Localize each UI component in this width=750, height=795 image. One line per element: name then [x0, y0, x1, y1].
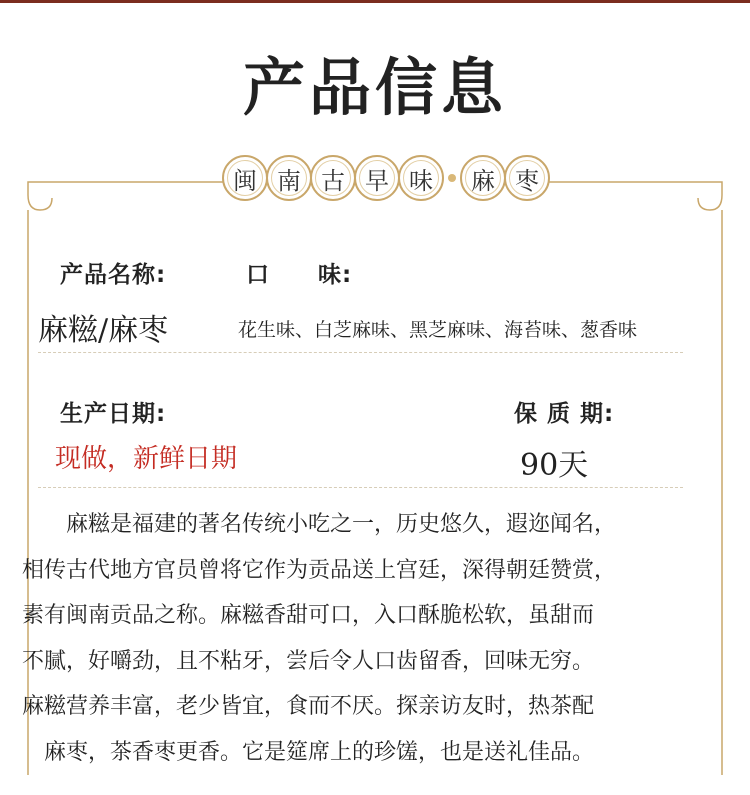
- flavor-value: 花生味、白芝麻味、黑芝麻味、海苔味、葱香味: [238, 319, 638, 341]
- shelf-life-label: 保 质 期:: [514, 401, 615, 427]
- page-title: 产品信息: [242, 51, 507, 124]
- product-description: [22, 502, 728, 775]
- product-name-label: 产品名称:: [60, 262, 167, 288]
- dotted-divider: [38, 352, 683, 353]
- description-line: 相传古代地方官员曾将它作为贡品送上宫廷，深得朝廷赞赏，: [22, 557, 617, 583]
- description-line: 麻枣，茶香枣更香。它是筵席上的珍馐，也是送礼佳品。: [22, 739, 595, 765]
- product-name-value: 麻糍/麻枣: [38, 313, 169, 348]
- dotted-divider: [38, 487, 683, 488]
- badge-char: 枣: [504, 155, 550, 201]
- description-line: 麻糍是福建的著名传统小吃之一，历史悠久，遐迩闻名，: [22, 512, 617, 537]
- badge-row: [0, 155, 750, 207]
- production-date-label: 生产日期:: [60, 401, 167, 427]
- description-line: 不腻，好嚼劲，且不粘牙，尝后令人口齿留香，回味无穷。: [22, 648, 595, 674]
- production-date-value: 现做，新鲜日期: [55, 444, 238, 474]
- description-line: 素有闽南贡品之称。麻糍香甜可口，入口酥脆松软，虽甜而: [22, 603, 595, 628]
- badge-char: 味: [398, 155, 444, 201]
- badge-char: 早: [354, 155, 400, 201]
- badge-char: 闽: [222, 155, 268, 201]
- flavor-label: 口 味:: [246, 262, 353, 288]
- top-strip: [0, 0, 750, 3]
- badge-char: 古: [310, 155, 356, 201]
- badge-char: 麻: [460, 155, 506, 201]
- badge-char: 南: [266, 155, 312, 201]
- shelf-life-value: 90天: [520, 448, 589, 483]
- description-line: 麻糍营养丰富，老少皆宜，食而不厌。探亲访友时，热茶配: [22, 694, 595, 719]
- separator-dot: [448, 174, 456, 182]
